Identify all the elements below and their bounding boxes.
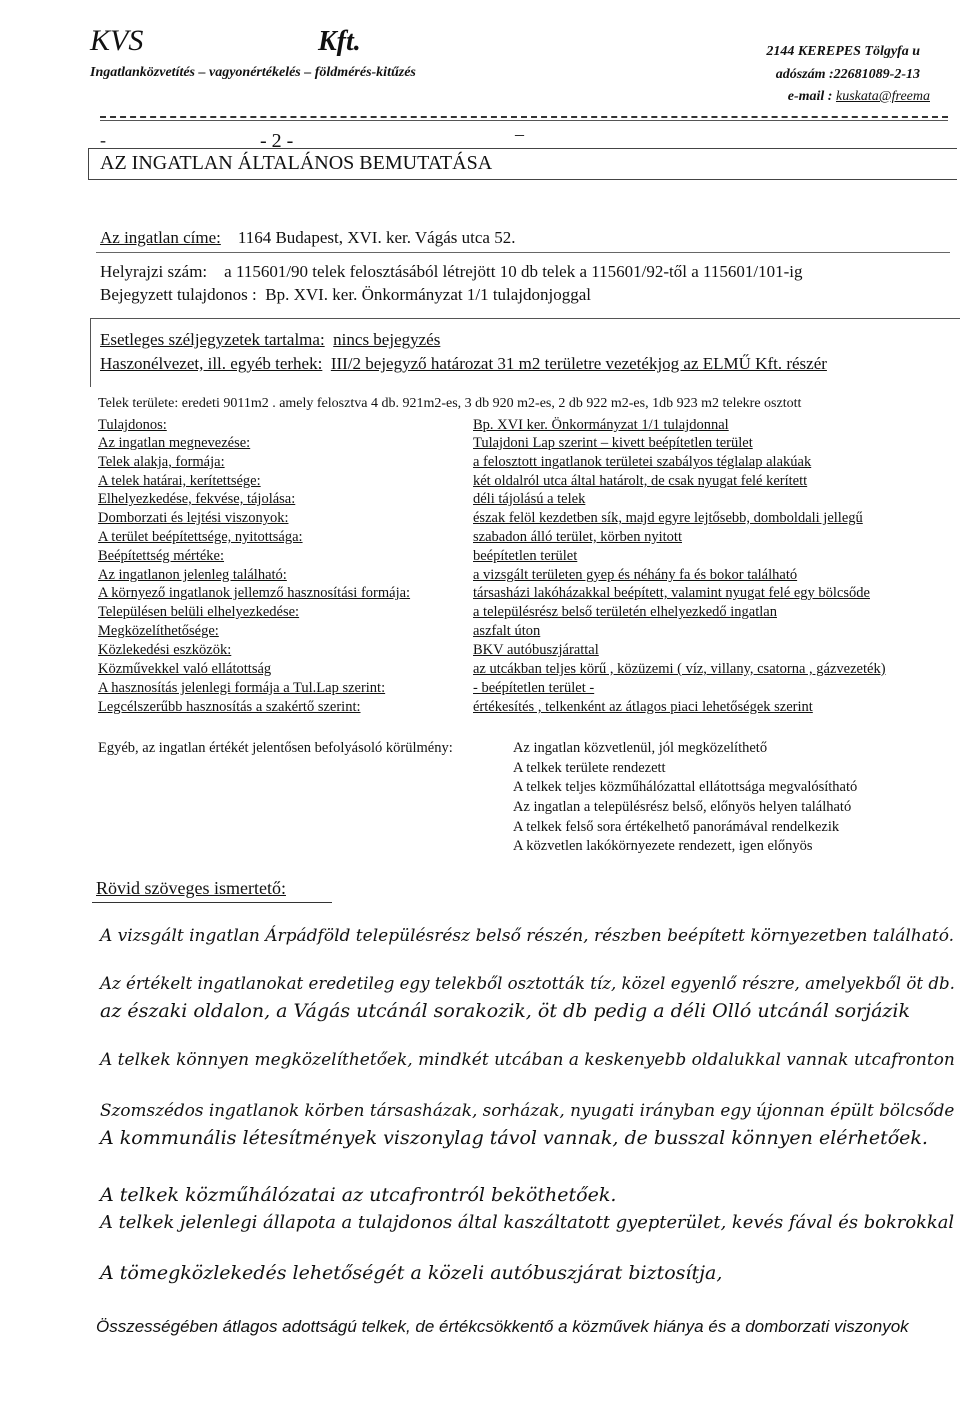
burden-value: III/2 bejegyző határozat 31 m2 területre vezetékjog az ELMŰ Kft. részér <box>330 354 827 373</box>
row-key: A telek határai, kerítettsége: <box>98 473 261 489</box>
row-key: A terület beépítettsége, nyitottsága: <box>98 529 303 545</box>
email-label: e-mail : <box>787 89 833 104</box>
row-key: Az ingatlanon jelenleg található: <box>98 567 287 583</box>
owner-label: Bejegyzett tulajdonos : <box>100 285 257 304</box>
factor-item: A telkek teljes közműhálózattal ellátottsága megvalósítható <box>513 779 858 795</box>
page-dash-right: – <box>515 124 524 144</box>
page-dash-left: - <box>100 130 106 150</box>
company-address: 2144 KEREPES Tölgyfa u <box>766 44 920 59</box>
row-key: Beépítettség mértéke: <box>98 548 225 564</box>
row-value: - beépítetlen terület - <box>473 680 595 696</box>
factors-label: Egyéb, az ingatlan értékét jelentősen befolyásoló körülmény: <box>98 740 453 756</box>
row-key: Domborzati és lejtési viszonyok: <box>98 510 289 526</box>
row-key: Közlekedési eszközök: <box>98 642 232 658</box>
row-value: az utcákban teljes körű , közüzemi ( víz, villany, csatorna , gázvezeték) <box>473 661 886 677</box>
closing-line: Összességében átlagos adottságú telkek, de értékcsökkentő a közművek hiánya és a domborzati viszonyok <box>96 1317 909 1336</box>
summary-title: Rövid szöveges ismertető: <box>96 878 286 898</box>
row-value: két oldalról utca által határolt, de csak nyugat felé kerített <box>473 473 808 489</box>
row-key: Közművekkel való ellátottság <box>98 661 272 677</box>
header-divider <box>100 120 948 121</box>
factor-item: Az ingatlan a településrész belső, előnyös helyen található <box>513 799 852 815</box>
encumbrance-box <box>90 318 960 387</box>
row-value: szabadon álló terület, körben nyitott <box>473 529 682 545</box>
factor-item: A telkek felső sora értékelhető panorámával rendelkezik <box>513 819 840 835</box>
summary-line: Szomszédos ingatlanok körben társasházak, sorházak, nyugati irányban egy újonnan épült bölcsőde <box>100 1100 955 1120</box>
logo-kvs: KVS <box>90 24 144 57</box>
lot-label: Helyrajzi szám: <box>100 262 208 281</box>
summary-line: A tömegközlekedés lehetőségét a közeli autóbuszjárat biztosítja, <box>100 1262 723 1284</box>
summary-line: A vizsgált ingatlan Árpádföld településrész belső részén, részben beépített környezetben található. <box>100 926 955 946</box>
page-number: - 2 - <box>260 130 294 152</box>
row-value: társasházi lakóházakkal beépített, valamint nyugat felé egy bölcsőde <box>473 585 870 601</box>
row-value: a vizsgált területen gyep és néhány fa és bokor található <box>473 567 798 583</box>
factor-item: A telkek területe rendezett <box>513 760 666 776</box>
row-value: BKV autóbuszjárattal <box>473 642 599 658</box>
row-key: Elhelyezkedése, fekvése, tájolása: <box>98 491 296 507</box>
row-value: aszfalt úton <box>473 623 541 639</box>
row-key: A környező ingatlanok jellemző hasznosítási formája: <box>98 585 411 601</box>
header-divider-dashed <box>100 116 948 118</box>
address-label: Az ingatlan címe: <box>100 228 221 247</box>
summary-line: A telkek közműhálózatai az utcafrontról beköthetőek. <box>100 1184 617 1206</box>
easement-value: nincs bejegyzés <box>333 330 441 349</box>
row-value: Tulajdoni Lap szerint – kivett beépítetlen terület <box>473 435 753 451</box>
summary-line: A kommunális létesítmények viszonylag távol vannak, de busszal könnyen elérhetőek. <box>100 1127 928 1149</box>
factor-item: Az ingatlan közvetlenül, jól megközelíthető <box>513 740 768 756</box>
summary-line: A telkek jelenlegi állapota a tulajdonos által kaszáltatott gyepterület, kevés fával és bokrokkal <box>100 1212 955 1233</box>
row-value: Bp. XVI ker. Önkormányzat 1/1 tulajdonnal <box>473 417 729 433</box>
owner-line <box>100 285 591 305</box>
row-key: Az ingatlan megnevezése: <box>98 435 251 451</box>
row-value: észak felöl kezdetben sík, majd egyre lejtősebb, domboldali jellegű <box>473 510 863 526</box>
row-value: a településrész belső területén elhelyezkedő ingatlan <box>473 604 777 620</box>
burden-label: Haszonélvezet, ill. egyéb terhek: <box>100 354 323 373</box>
summary-line: az északi oldalon, a Vágás utcánál sorakozik, öt db pedig a déli Olló utcánál sorjázik <box>100 1000 910 1022</box>
row-key: Településen belüli elhelyezkedése: <box>98 604 300 620</box>
address-rule <box>96 252 950 253</box>
summary-line: Az értékelt ingatlanokat eredetileg egy telekből osztották tíz, közel egyenlő részre, amelyekből öt db. <box>100 974 955 993</box>
lot-value: a 115601/90 telek felosztásából létrejött 10 db telek a 115601/92-től a 115601/101-ig <box>224 262 803 281</box>
row-value: déli tájolású a telek <box>473 491 586 507</box>
easement-label: Esetleges széljegyzetek tartalma: <box>100 330 325 349</box>
logo-kft: Kft. <box>318 26 361 57</box>
plot-area-line: Telek területe: eredeti 9011m2 . amely felosztva 4 db. 921m2-es, 3 db 920 m2-es, 2 db 922 m2-es, 1db 923 m2 telekre osztott <box>98 396 802 411</box>
row-value: a felosztott ingatlanok területei szabályos téglalap alakúak <box>473 454 812 470</box>
row-key: Tulajdonos: <box>98 417 167 433</box>
row-key: A hasznosítás jelenlegi formája a Tul.Lap szerint: <box>98 680 386 696</box>
address-line <box>100 228 515 248</box>
easement-line <box>100 330 440 350</box>
row-key: Telek alakja, formája: <box>98 454 225 470</box>
email-value[interactable]: kuskata@freema <box>835 89 930 104</box>
row-value: értékesítés , telkenként az átlagos piaci lehetőségek szerint <box>473 699 813 715</box>
summary-line: A telkek könnyen megközelíthetőek, mindkét utcában a keskenyebb oldalukkal vannak utcafronton <box>100 1050 955 1070</box>
row-value: beépítetlen terület <box>473 548 578 564</box>
row-key: Legcélszerűbb hasznosítás a szakértő szerint: <box>98 699 361 715</box>
burden-line <box>100 354 827 374</box>
owner-value: Bp. XVI. ker. Önkormányzat 1/1 tulajdonjoggal <box>265 285 592 304</box>
address-value: 1164 Budapest, XVI. ker. Vágás utca 52. <box>237 228 516 247</box>
lot-line <box>100 262 803 282</box>
factor-item: A közvetlen lakókörnyezete rendezett, igen előnyös <box>513 838 813 854</box>
summary-title-rule <box>92 902 332 903</box>
company-email <box>788 89 930 105</box>
company-tagline: Ingatlanközvetítés – vagyonértékelés – földmérés-kitűzés <box>90 65 416 80</box>
row-key: Megközelíthetősége: <box>98 623 219 639</box>
section-title: AZ INGATLAN ÁLTALÁNOS BEMUTATÁSA <box>100 152 493 174</box>
company-tax-id: adószám :22681089-2-13 <box>775 67 920 82</box>
